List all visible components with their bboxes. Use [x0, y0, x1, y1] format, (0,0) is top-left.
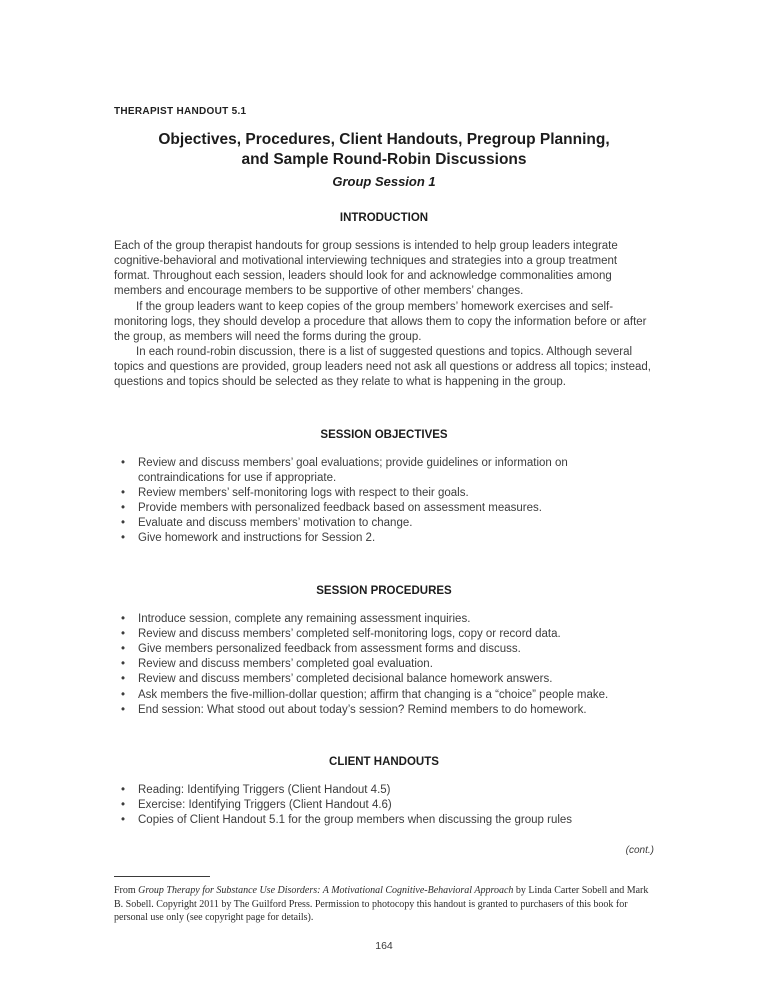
bullet-icon: • [121, 502, 126, 515]
list-item-text: Review members’ self-monitoring logs with respect to their goals. [138, 486, 469, 499]
list-item-text: Evaluate and discuss members’ motivation to change. [138, 517, 413, 530]
list-item [121, 612, 654, 627]
list-item [121, 798, 654, 813]
list-item-text: Copies of Client Handout 5.1 for the group members when discussing the group rules [138, 814, 573, 827]
section-heading-procedures: SESSION PROCEDURES [316, 584, 452, 597]
list-item-text: End session: What stood out about today’s session? Remind members to do homework. [138, 703, 587, 716]
list-item-text: Give homework and instructions for Session 2. [138, 532, 376, 545]
bullet-icon: • [121, 658, 126, 671]
list-item [121, 813, 654, 828]
bullet-icon: • [121, 486, 126, 499]
footnote-divider [114, 876, 210, 877]
bullet-icon: • [121, 673, 126, 686]
copyright-rest: by Linda Carter Sobell and Mark B. Sobell. Copyright 2011 by The Guilford Press. Permission to photocopy this handout is granted to purchasers of this book for personal use only (see copyright page for details). [114, 885, 649, 924]
list-item [121, 657, 654, 672]
bullet-icon: • [121, 703, 126, 716]
copyright-prefix: From [114, 885, 139, 897]
bullet-icon: • [121, 517, 126, 530]
list-item [121, 642, 654, 657]
list-item [121, 531, 654, 546]
bullet-icon: • [121, 532, 126, 545]
list-item-text: Give members personalized feedback from assessment forms and discuss. [138, 643, 521, 655]
list-item-text: Reading: Identifying Triggers (Client Handout 4.5) [138, 783, 391, 796]
introduction-paragraph-3: In each round-robin discussion, there is a list of suggested questions and topics. Although several topics and questions are provided, group leaders need not ask all questions or address all topics; instead, questions and topics should be selected as they relate to what is happening in the group. [114, 346, 651, 389]
list-item-text: Review and discuss members’ goal evaluations; provide guidelines or information on contraindications for use if appropriate. [138, 456, 568, 484]
list-item-text: Review and discuss members’ completed decisional balance homework answers. [138, 673, 553, 686]
page-title-line-2: and Sample Round-Robin Discussions [241, 151, 527, 169]
page-title-line-1: Objectives, Procedures, Client Handouts, Pregroup Planning, [158, 131, 610, 148]
page-number: 164 [375, 939, 393, 952]
page-title [114, 130, 654, 171]
list-item [121, 672, 654, 687]
bullet-icon: • [121, 456, 126, 469]
list-item [121, 688, 654, 703]
bullet-icon: • [121, 627, 126, 640]
list-item [121, 703, 654, 718]
section-heading-objectives: SESSION OBJECTIVES [320, 428, 448, 441]
list-item [121, 516, 654, 531]
list-item [121, 627, 654, 642]
continued-marker: (cont.) [625, 845, 654, 857]
introduction-paragraph-1: Each of the group therapist handouts for group sessions is intended to help group leaders integrate cognitive-behavioral and motivational interviewing techniques and strategies into a group treatment format. Throughout each session, leaders should look for and acknowledge commonalities among members and encourage members to be supportive of other members’ changes. [114, 239, 618, 298]
section-heading-introduction: INTRODUCTION [339, 211, 429, 224]
list-item-text: Review and discuss members’ completed self-monitoring logs, copy or record data. [138, 627, 561, 640]
list-item [121, 501, 654, 516]
bullet-icon: • [121, 643, 126, 655]
client-handouts-list [114, 783, 654, 829]
list-item-text: Review and discuss members’ completed goal evaluation. [138, 658, 433, 671]
section-heading-client-handouts: CLIENT HANDOUTS [329, 755, 439, 768]
bullet-icon: • [121, 688, 126, 701]
objectives-list [114, 456, 654, 547]
list-item [121, 486, 654, 501]
bullet-icon: • [121, 783, 126, 796]
bullet-icon: • [121, 612, 126, 625]
book-title: Group Therapy for Substance Use Disorders: A Motivational Cognitive-Behavioral Approach [138, 885, 514, 897]
list-item-text: Ask members the five-million-dollar question; affirm that changing is a “choice” people make. [138, 688, 609, 701]
list-item-text: Exercise: Identifying Triggers (Client Handout 4.6) [138, 799, 392, 812]
bullet-icon: • [121, 799, 126, 812]
procedures-list [114, 612, 654, 718]
handout-label: THERAPIST HANDOUT 5.1 [114, 106, 247, 117]
list-item [121, 456, 654, 486]
introduction-paragraph-2: If the group leaders want to keep copies of the group members’ homework exercises and self-monitoring logs, they should develop a procedure that allows them to copy the information before or after the group, as members will need the forms during the group. [114, 300, 647, 343]
copyright-notice [114, 884, 654, 924]
list-item-text: Provide members with personalized feedback based on assessment measures. [138, 502, 542, 515]
list-item [121, 783, 654, 798]
session-subtitle: Group Session 1 [332, 173, 436, 189]
list-item-text: Introduce session, complete any remaining assessment inquiries. [138, 612, 471, 625]
bullet-icon: • [121, 814, 126, 827]
